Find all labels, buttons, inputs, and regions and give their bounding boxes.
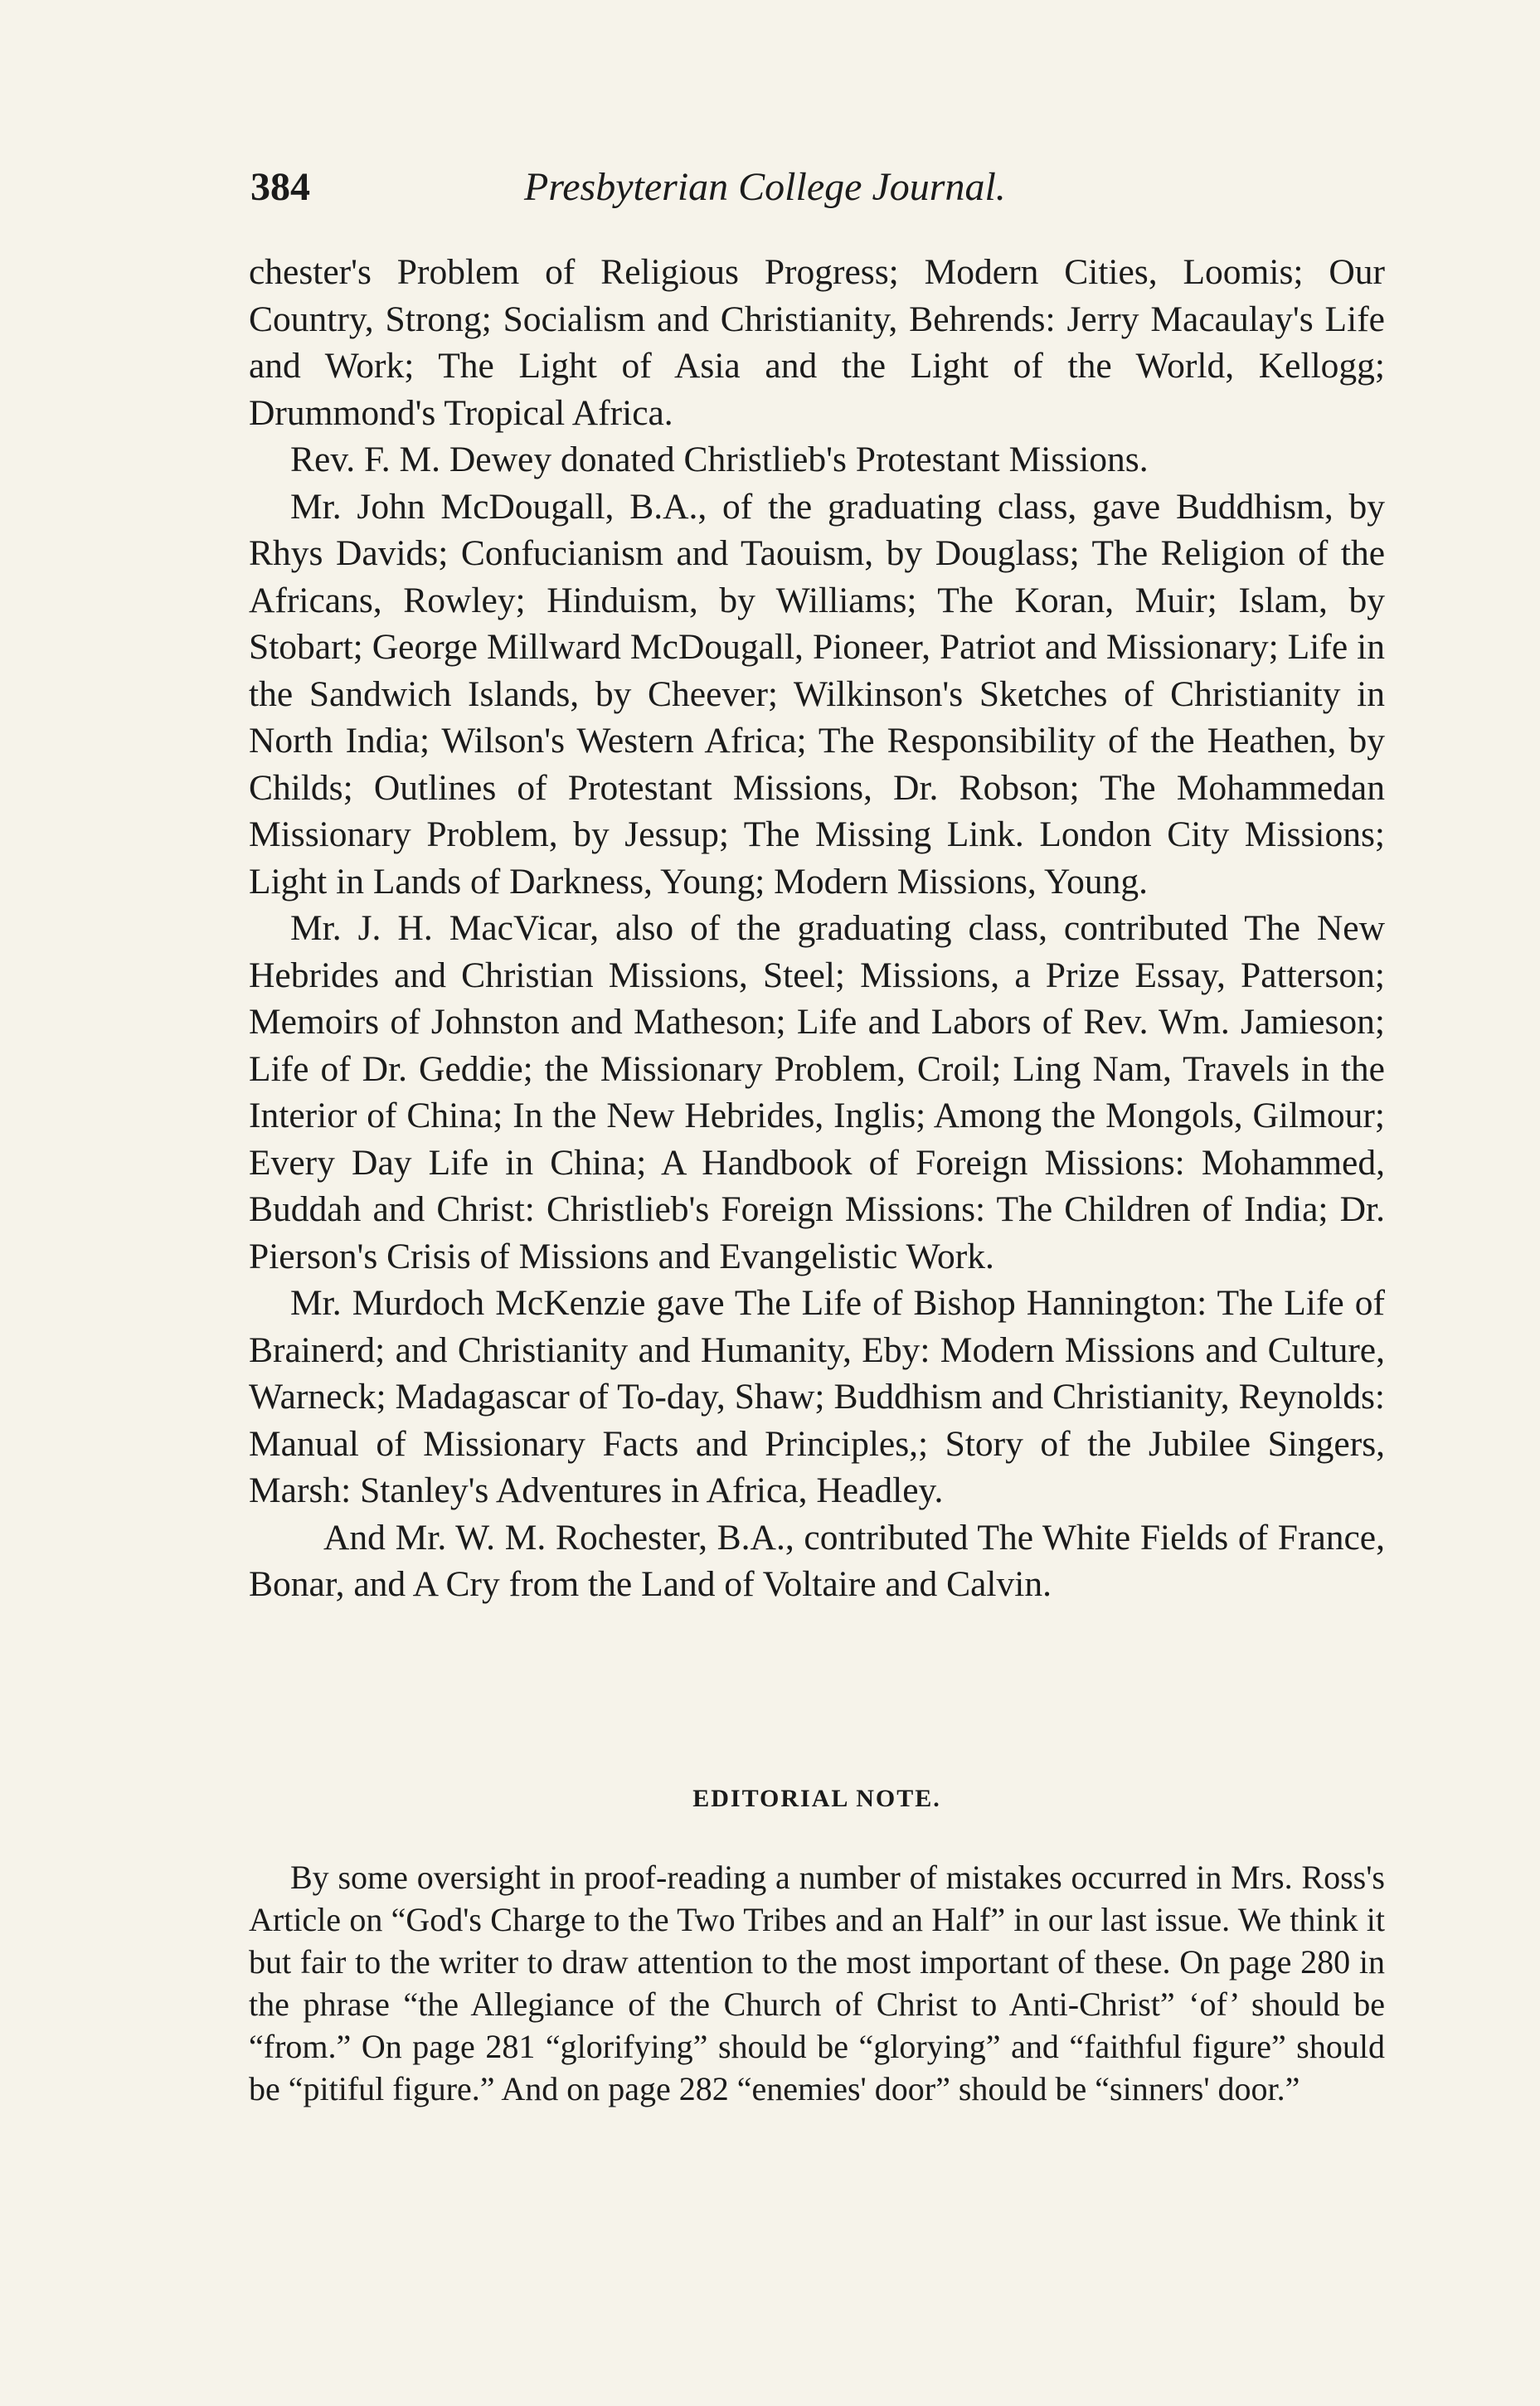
paragraph-rochester: And Mr. W. M. Rochester, B.A., contributed The White Fields of France, Bonar, and A Cry from the Land of Voltaire and Calvin. [249, 1517, 1385, 1604]
paragraph-macvicar: Mr. J. H. MacVicar, also of the graduating class, contributed The New Hebrides and Christian Missions, Steel; Missions, a Prize Essay, Patterson; Memoirs of Johnston and Matheson; Life and Labors of Rev. Wm. Jamieson; Life of Dr. Geddie; the Missionary Problem, Croil; Ling Nam, Travels in the Interior of China; In the New Hebrides, Inglis; Among the Mongols, Gilmour; Every Day Life in China; A Handbook of Foreign Missions: Mohammed, Buddah and Christ: Christlieb's Foreign Missions: The Children of India; Dr. Pierson's Crisis of Missions and Evangelistic Work. [249, 908, 1385, 1276]
page-header [250, 164, 1378, 222]
paragraph-dewey: Rev. F. M. Dewey donated Christlieb's Protestant Missions. [290, 440, 1149, 479]
paragraph-mcdougall: Mr. John McDougall, B.A., of the graduating class, gave Buddhism, by Rhys Davids; Confucianism and Taouism, by Douglass; The Religion of the Africans, Rowley; Hinduism, by Williams; The Koran, Muir; Islam, by Stobart; George Millward McDougall, Pioneer, Patriot and Missionary; Life in the Sandwich Islands, by Cheever; Wilkinson's Sketches of Christianity in North India; Wilson's Western Africa; The Responsibility of the Heathen, by Childs; Outlines of Protestant Missions, Dr. Robson; The Mohammedan Missionary Problem, by Jessup; The Missing Link. London City Missions; Light in Lands of Darkness, Young; Modern Missions, Young. [249, 486, 1385, 902]
editorial-note-heading: EDITORIAL NOTE. [692, 1785, 941, 1812]
page-number: 384 [250, 165, 310, 209]
body-text [249, 249, 1385, 1608]
editorial-note-text: By some oversight in proof-reading a number of mistakes occurred in Mrs. Ross's Article on “God's Charge to the Two Tribes and an Half” in our last issue. We think it but fair to the writer to draw attention to the most important of these. On page 280 in the phrase “the Allegiance of the Church of Christ to Anti-Christ” ‘of’ should be “from.” On page 281 “glorifying” should be “glorying” and “faithful figure” should be “pitiful figure.” And on page 282 “enemies' door” should be “sinners' door.” [249, 1859, 1385, 2107]
paragraph-continuation: chester's Problem of Religious Progress; Modern Cities, Loomis; Our Country, Strong; Socialism and Christianity, Behrends: Jerry Macaulay's Life and Work; The Light of Asia and the Light of the World, Kellogg; Drummond's Tropical Africa. [249, 252, 1385, 433]
running-title: Presbyterian College Journal. [524, 165, 1006, 209]
paragraph-mckenzie: Mr. Murdoch McKenzie gave The Life of Bishop Hannington: The Life of Brainerd; and Christianity and Humanity, Eby: Modern Missions and Culture, Warneck; Madagascar of To-day, Shaw; Buddhism and Christianity, Reynolds: Manual of Missionary Facts and Principles,; Story of the Jubilee Singers, Marsh: Stanley's Adventures in Africa, Headley. [249, 1283, 1385, 1510]
editorial-note [249, 1856, 1385, 2110]
